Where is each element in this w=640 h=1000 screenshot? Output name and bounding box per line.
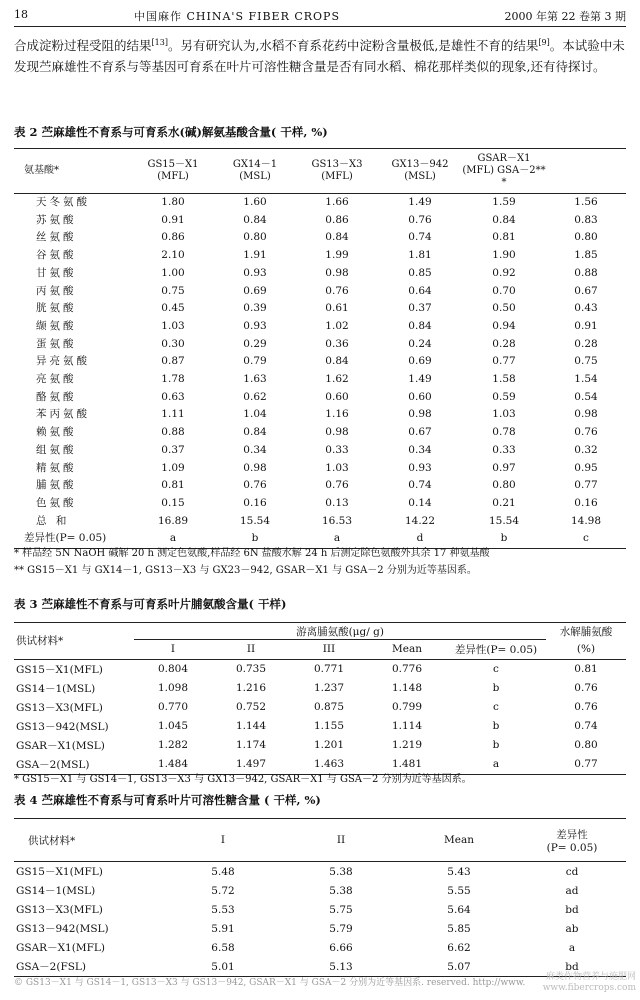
t2-cell: 0.16: [574, 496, 598, 509]
t4-cell: 5.53: [211, 903, 235, 916]
t2-cell: 1.49: [408, 196, 432, 208]
t2-cell: 0.34: [243, 443, 267, 456]
t3-cell: 0.76: [574, 682, 598, 694]
t2-cell: 0.85: [408, 266, 432, 279]
t3-h-col-2: III: [290, 640, 368, 660]
table-row: [14, 862, 626, 882]
t2-cell: 1.91: [243, 249, 267, 262]
t3-cell: 1.045: [157, 720, 189, 732]
table-row: [14, 513, 626, 531]
t2-cell: 0.98: [574, 408, 598, 421]
t4-h-diff: [518, 819, 626, 862]
table-row: [14, 300, 626, 318]
table-row: [14, 389, 626, 407]
t2-cell: 0.32: [574, 443, 598, 456]
t3-cell: b: [492, 720, 500, 732]
table-row: [14, 406, 626, 424]
table-row: [14, 283, 626, 301]
t4-cell: 6.62: [447, 941, 471, 954]
t2-cell: 1.85: [574, 249, 598, 262]
t2-row-name: 脯氨酸: [36, 479, 77, 492]
t3-h-col-3: Mean: [368, 640, 446, 660]
t2-cell: 1.62: [325, 373, 349, 386]
t2-cell: 0.74: [408, 231, 432, 244]
t2-row-name: 丝氨酸: [36, 231, 77, 244]
t2-cell: 0.98: [408, 408, 432, 421]
footer-copyright: © GS13－X1 与 GS14－1, GS13－X3 与 GS13－942, GSAR－X1 与 GSA－2 分别为近等基因系. reserved. http://www.: [14, 978, 526, 988]
t4-row-name: GSA－2(FSL): [16, 961, 86, 973]
t2-cell: 0.88: [161, 426, 185, 439]
t3-cell: 1.237: [313, 682, 345, 694]
t2-cell: 1.81: [408, 249, 432, 262]
t3-cell: 1.463: [313, 758, 345, 770]
table-row: [14, 477, 626, 495]
t4-cell: 5.13: [329, 960, 353, 973]
t3-cell: 0.77: [574, 758, 598, 770]
t2-header-4: GX13－942 (MSL): [378, 149, 462, 194]
table-row: [14, 679, 626, 698]
t2-row-name: 总 和: [36, 514, 70, 527]
t2-cell: b: [462, 530, 546, 548]
citation-13: [13]: [151, 38, 168, 47]
t3-cell: 1.484: [157, 758, 189, 770]
t4-cell: cd: [565, 865, 579, 878]
t2-cell: 0.75: [161, 284, 185, 297]
t2-cell: a: [296, 530, 378, 548]
t2-cell: 0.64: [408, 284, 432, 297]
t3-cell: 1.098: [157, 682, 189, 694]
t2-cell: 0.13: [325, 496, 349, 509]
t2-cell: 0.92: [492, 266, 516, 279]
t3-cell: c: [493, 663, 499, 675]
t2-row-name: 赖氨酸: [36, 426, 77, 439]
t3-h-material: 供试材料*: [14, 623, 134, 660]
t3-row-name: GS14－1(MSL): [16, 682, 96, 695]
journal-name: 中国麻作 CHINA'S FIBER CROPS: [134, 10, 340, 23]
t3-row-name: GS13－X3(MFL): [16, 701, 103, 714]
t2-cell: 1.78: [161, 373, 185, 386]
t2-row-name: 蛋氨酸: [36, 337, 77, 350]
table-2-amino-acids: [14, 148, 626, 549]
t2-cell: 1.49: [408, 373, 432, 386]
t2-cell: 1.04: [243, 408, 267, 421]
table-3-proline: [14, 622, 626, 775]
t2-cell: 0.36: [325, 337, 349, 350]
table-row: [14, 881, 626, 900]
t3-cell: 0.735: [235, 663, 267, 675]
table-row: [14, 336, 626, 354]
t2-cell: 0.97: [492, 461, 516, 474]
t4-cell: 5.55: [447, 884, 471, 897]
t2-row-name: 精氨酸: [36, 461, 77, 474]
t2-cell: 1.03: [492, 408, 516, 421]
t2-cell: 15.54: [488, 514, 520, 527]
t2-cell: 0.81: [161, 479, 185, 492]
t3-cell: 0.799: [391, 701, 423, 713]
t3-cell: 1.497: [235, 758, 267, 770]
t2-row-name: 谷氨酸: [36, 249, 77, 262]
table3-note: * GS15－X1 与 GS14－1, GS13－X3 与 GX13－942, GSAR－X1 与 GSA－2 分别为近等基因系。: [14, 774, 472, 785]
t4-row-name: GSAR－X1(MFL): [16, 942, 105, 954]
t2-cell: 0.91: [161, 213, 185, 226]
t4-cell: 5.91: [211, 922, 235, 935]
t4-cell: 5.43: [447, 865, 471, 878]
table-row: [14, 318, 626, 336]
t4-cell: 5.85: [447, 922, 471, 935]
t4-cell: ad: [565, 884, 579, 897]
t3-cell: 0.770: [157, 701, 189, 713]
t3-cell: 1.201: [313, 739, 345, 751]
t2-header-1: GS15－X1 (MFL): [132, 149, 214, 194]
table-row: [14, 938, 626, 957]
t4-cell: 5.64: [447, 903, 471, 916]
t3-row-name: GSA－2(MSL): [16, 758, 90, 771]
t2-cell: 0.33: [325, 443, 349, 456]
t3-cell: c: [493, 701, 499, 713]
table4-caption: 表 4 苎麻雄性不育系与可育系叶片可溶性糖含量 ( 干样, %): [14, 793, 321, 807]
t2-cell: 0.84: [492, 213, 516, 226]
table-row: [14, 229, 626, 247]
t2-cell: 0.54: [574, 390, 598, 403]
t2-cell: 0.76: [325, 284, 349, 297]
t2-cell: 0.86: [161, 231, 185, 244]
t2-cell: 0.24: [408, 337, 432, 350]
t2-cell: 0.84: [325, 231, 349, 244]
t4-cell: 5.79: [329, 922, 353, 935]
t2-cell: 1.58: [492, 373, 516, 386]
t2-header-0: 氨基酸*: [14, 149, 132, 194]
t2-row-name: 色氨酸: [36, 496, 77, 509]
t4-cell: 5.48: [211, 865, 235, 878]
t2-cell: 0.67: [574, 284, 598, 297]
t2-cell: 16.53: [321, 514, 353, 527]
t2-header-6: [546, 149, 626, 194]
t2-cell: 0.29: [243, 337, 267, 350]
t3-row-name: GS15－X1(MFL): [16, 663, 103, 676]
table-row: [14, 957, 626, 977]
t2-cell: 0.84: [408, 319, 432, 332]
t2-cell: 0.76: [243, 479, 267, 492]
t3-h-group: 游离脯氨酸(μg/ g): [296, 625, 384, 638]
t2-cell: 0.59: [492, 390, 516, 403]
t3-h-hydro: 水解脯氨酸: [559, 625, 613, 638]
t2-row-name: 苏氨酸: [36, 213, 77, 226]
watermark-line-1: 麻类作物营养与施肥网: [545, 972, 636, 982]
t2-cell: 0.39: [243, 302, 267, 315]
para-text-1: 合成淀粉过程受阻的结果: [14, 38, 152, 54]
t2-cell: 14.98: [570, 514, 602, 527]
t2-cell: 0.33: [492, 443, 516, 456]
t3-cell: 1.282: [157, 739, 189, 751]
t4-h-material: 供试材料*: [14, 819, 164, 862]
t2-cell: 0.50: [492, 302, 516, 315]
t2-cell: 0.76: [408, 213, 432, 226]
t4-h-col-2: Mean: [400, 819, 518, 862]
watermark: [543, 972, 636, 994]
t4-cell: ab: [565, 922, 579, 935]
t2-cell: 0.16: [243, 496, 267, 509]
t2-header-2: GX14－1 (MSL): [214, 149, 296, 194]
t2-cell: 0.76: [325, 479, 349, 492]
t2-row-name: 苯丙氨酸: [36, 408, 90, 421]
table-row: [14, 265, 626, 283]
t2-cell: 0.43: [574, 302, 598, 315]
t2-cell: 0.88: [574, 266, 598, 279]
t2-cell: 1.80: [161, 196, 185, 208]
t2-cell: 0.34: [408, 443, 432, 456]
t2-cell: 1.63: [243, 373, 267, 386]
t2-cell: a: [132, 530, 214, 548]
t2-cell: 1.90: [492, 249, 516, 262]
t2-cell: 0.98: [243, 461, 267, 474]
table-row: [14, 736, 626, 755]
page-number: 18: [14, 8, 28, 21]
t3-cell: a: [492, 758, 500, 770]
t2-cell: 0.30: [161, 337, 185, 350]
t2-cell: 0.98: [325, 266, 349, 279]
t2-row-name: 天冬氨酸: [36, 196, 90, 208]
t3-cell: 0.771: [313, 663, 345, 675]
watermark-line-2: www.fibercrops.com: [542, 983, 636, 993]
t2-cell: 1.09: [161, 461, 185, 474]
t2-cell: 0.21: [492, 496, 516, 509]
citation-9: [9]: [538, 38, 550, 47]
t4-h-col-0: I: [164, 819, 282, 862]
t2-cell: c: [546, 530, 626, 548]
t2-cell: 0.77: [492, 355, 516, 368]
t2-cell: 0.94: [492, 319, 516, 332]
t2-cell: 0.86: [325, 213, 349, 226]
t3-cell: b: [492, 739, 500, 751]
t2-cell: 1.54: [574, 373, 598, 386]
t2-row-name: 胱氨酸: [36, 302, 77, 315]
issue-info: 2000 年第 22 卷第 3 期: [504, 10, 626, 23]
t2-cell: 0.78: [492, 426, 516, 439]
t3-cell: b: [492, 682, 500, 694]
t2-row-name: 甘氨酸: [36, 266, 77, 279]
t2-cell: 15.54: [239, 514, 271, 527]
body-paragraph: [14, 32, 626, 77]
t2-cell: 0.70: [492, 284, 516, 297]
table-row: [14, 371, 626, 389]
t2-cell: 0.79: [243, 355, 267, 368]
t3-cell: 0.76: [574, 701, 598, 713]
t2-cell: 0.93: [243, 266, 267, 279]
t4-cell: 5.38: [329, 884, 353, 897]
t2-cell: 0.93: [243, 319, 267, 332]
t3-cell: 1.216: [235, 682, 267, 694]
t3-row-name: GSAR－X1(MSL): [16, 739, 105, 752]
t3-cell: 1.174: [235, 739, 267, 751]
t2-cell: 1.02: [325, 319, 349, 332]
table-row: [14, 495, 626, 513]
t4-h-diff-sub: (P= 0.05): [546, 841, 598, 854]
para-text-3: 。本试验中未发现苎麻雄性不育系与等基因可育系在叶片可溶性糖含量是否有同水稻、棉花那样类似的现象,还有待探讨。: [14, 38, 625, 75]
t2-cell: 0.91: [574, 319, 598, 332]
t2-cell: 1.99: [325, 249, 349, 262]
t2-header-5: GSAR－X1 (MFL) GSA－2** *: [462, 149, 546, 194]
t3-cell: 0.74: [574, 720, 598, 732]
t3-cell: 0.875: [313, 701, 345, 713]
t2-cell: 0.37: [161, 443, 185, 456]
t2-cell: 0.74: [408, 479, 432, 492]
t2-row-name: 酪氨酸: [36, 390, 77, 403]
t3-cell: 0.80: [574, 739, 598, 751]
t2-cell: 2.10: [161, 249, 185, 262]
t2-cell: 0.80: [574, 231, 598, 244]
t4-cell: bd: [565, 960, 579, 973]
t4-cell: 6.66: [329, 941, 353, 954]
header-rule: [14, 26, 626, 27]
t3-cell: 0.81: [574, 663, 598, 675]
t2-cell: 0.28: [574, 337, 598, 350]
t2-cell: 16.89: [157, 514, 189, 527]
t2-cell: 0.61: [325, 302, 349, 315]
t3-cell: 1.481: [391, 758, 423, 770]
t2-cell: 1.16: [325, 408, 349, 421]
t4-cell: a: [568, 941, 576, 954]
t4-row-name: GS13－X3(MFL): [16, 904, 103, 916]
t2-cell: 1.03: [325, 461, 349, 474]
t2-cell: 0.28: [492, 337, 516, 350]
t2-cell: 0.80: [492, 479, 516, 492]
t2-cell: 0.15: [161, 496, 185, 509]
t4-cell: 5.75: [329, 903, 353, 916]
t2-cell: 1.59: [492, 196, 516, 208]
t2-cell: 1.56: [574, 196, 598, 208]
t2-cell: 0.63: [161, 390, 185, 403]
t2-cell: 0.77: [574, 479, 598, 492]
t4-h-diff-label: 差异性: [556, 828, 588, 841]
t2-cell: 0.93: [408, 461, 432, 474]
t3-cell: 1.114: [391, 720, 423, 732]
t3-cell: 1.155: [313, 720, 345, 732]
t3-h-col-4: 差异性(P= 0.05): [446, 640, 546, 660]
t2-cell: 0.80: [243, 231, 267, 244]
t3-cell: 0.804: [157, 663, 189, 675]
t2-cell: 0.87: [161, 355, 185, 368]
table-row: [14, 442, 626, 460]
table-row: [14, 353, 626, 371]
t3-h-col-0: I: [134, 640, 212, 660]
t4-cell: 5.38: [329, 865, 353, 878]
t2-cell: 0.62: [243, 390, 267, 403]
table2-note-2: ** GS15－X1 与 GX14－1, GS13－X3 与 GX23－942, GSAR－X1 与 GSA－2 分别为近等基因系。: [14, 565, 477, 576]
table2-note-1: * 样品经 5N NaOH 碱解 20 h 测定色氨酸,样品经 6N 盐酸水解 24 h 后测定除色氨酸外其余 17 种氨基酸: [14, 548, 490, 559]
t2-cell: 0.69: [408, 355, 432, 368]
t2-cell: 0.37: [408, 302, 432, 315]
t2-row-name: 组氨酸: [36, 443, 77, 456]
t3-cell: 1.219: [391, 739, 423, 751]
t4-cell: 6.58: [211, 941, 235, 954]
table-row: [14, 717, 626, 736]
t2-row-name: 缬氨酸: [36, 319, 77, 332]
table-row: [14, 424, 626, 442]
t4-row-name: GS13－942(MSL): [16, 923, 109, 935]
para-text-2: 。另有研究认为,水稻不育系花药中淀粉含量极低,是雄性不育的结果: [167, 38, 539, 54]
t4-cell: 5.72: [211, 884, 235, 897]
table-4-soluble-sugar: [14, 818, 626, 977]
t2-cell: 0.45: [161, 302, 185, 315]
t2-header-3: GS13－X3 (MFL): [296, 149, 378, 194]
t4-cell: 5.07: [447, 960, 471, 973]
t3-h-hydro-unit: (%): [576, 643, 596, 655]
t2-cell: 0.67: [408, 426, 432, 439]
t2-cell: 0.84: [243, 426, 267, 439]
table-row: [14, 212, 626, 230]
t2-cell: 1.60: [243, 196, 267, 208]
t3-cell: 0.752: [235, 701, 267, 713]
t2-cell: 0.14: [408, 496, 432, 509]
table-row: [14, 919, 626, 938]
table3-caption: 表 3 苎麻雄性不育系与可育系叶片脯氨酸含量( 干样): [14, 597, 287, 611]
t2-cell: 0.76: [574, 426, 598, 439]
t2-cell: 1.03: [161, 319, 185, 332]
t2-cell: b: [214, 530, 296, 548]
t2-row-name: 异亮氨酸: [36, 355, 90, 368]
t3-cell: 1.144: [235, 720, 267, 732]
t2-cell: 0.69: [243, 284, 267, 297]
table-row: [14, 247, 626, 265]
t2-cell: 1.66: [325, 196, 349, 208]
t3-cell: 0.776: [391, 663, 423, 675]
table2-caption: 表 2 苎麻雄性不育系与可育系水(碱)解氨基酸含量( 干样, %): [14, 125, 328, 139]
t2-row-name: 差异性(P= 0.05): [14, 530, 132, 548]
table-row: [14, 460, 626, 478]
t2-row-name: 丙氨酸: [36, 284, 77, 297]
table-row: [14, 698, 626, 717]
t2-cell: 0.84: [243, 213, 267, 226]
t2-cell: 0.60: [408, 390, 432, 403]
t2-row-name: 亮氨酸: [36, 373, 77, 386]
t4-cell: bd: [565, 903, 579, 916]
t2-cell: 0.84: [325, 355, 349, 368]
t4-row-name: GS14－1(MSL): [16, 885, 96, 897]
t2-cell: 0.83: [574, 213, 598, 226]
t3-h-col-1: II: [212, 640, 290, 660]
t2-cell: 0.95: [574, 461, 598, 474]
table-row: [14, 194, 626, 212]
t4-h-col-1: II: [282, 819, 400, 862]
table-row: [14, 659, 626, 679]
t4-cell: 5.01: [211, 960, 235, 973]
running-header: [14, 8, 626, 24]
t2-cell: 0.60: [325, 390, 349, 403]
t2-cell: 1.11: [161, 408, 185, 421]
t2-cell: 0.75: [574, 355, 598, 368]
t4-row-name: GS15－X1(MFL): [16, 866, 103, 878]
t2-cell: 14.22: [404, 514, 436, 527]
t3-cell: 1.148: [391, 682, 423, 694]
t3-row-name: GS13－942(MSL): [16, 720, 109, 733]
t2-cell: 0.98: [325, 426, 349, 439]
t2-cell: d: [378, 530, 462, 548]
t2-cell: 0.81: [492, 231, 516, 244]
table-row: [14, 900, 626, 919]
t2-cell: 1.00: [161, 266, 185, 279]
